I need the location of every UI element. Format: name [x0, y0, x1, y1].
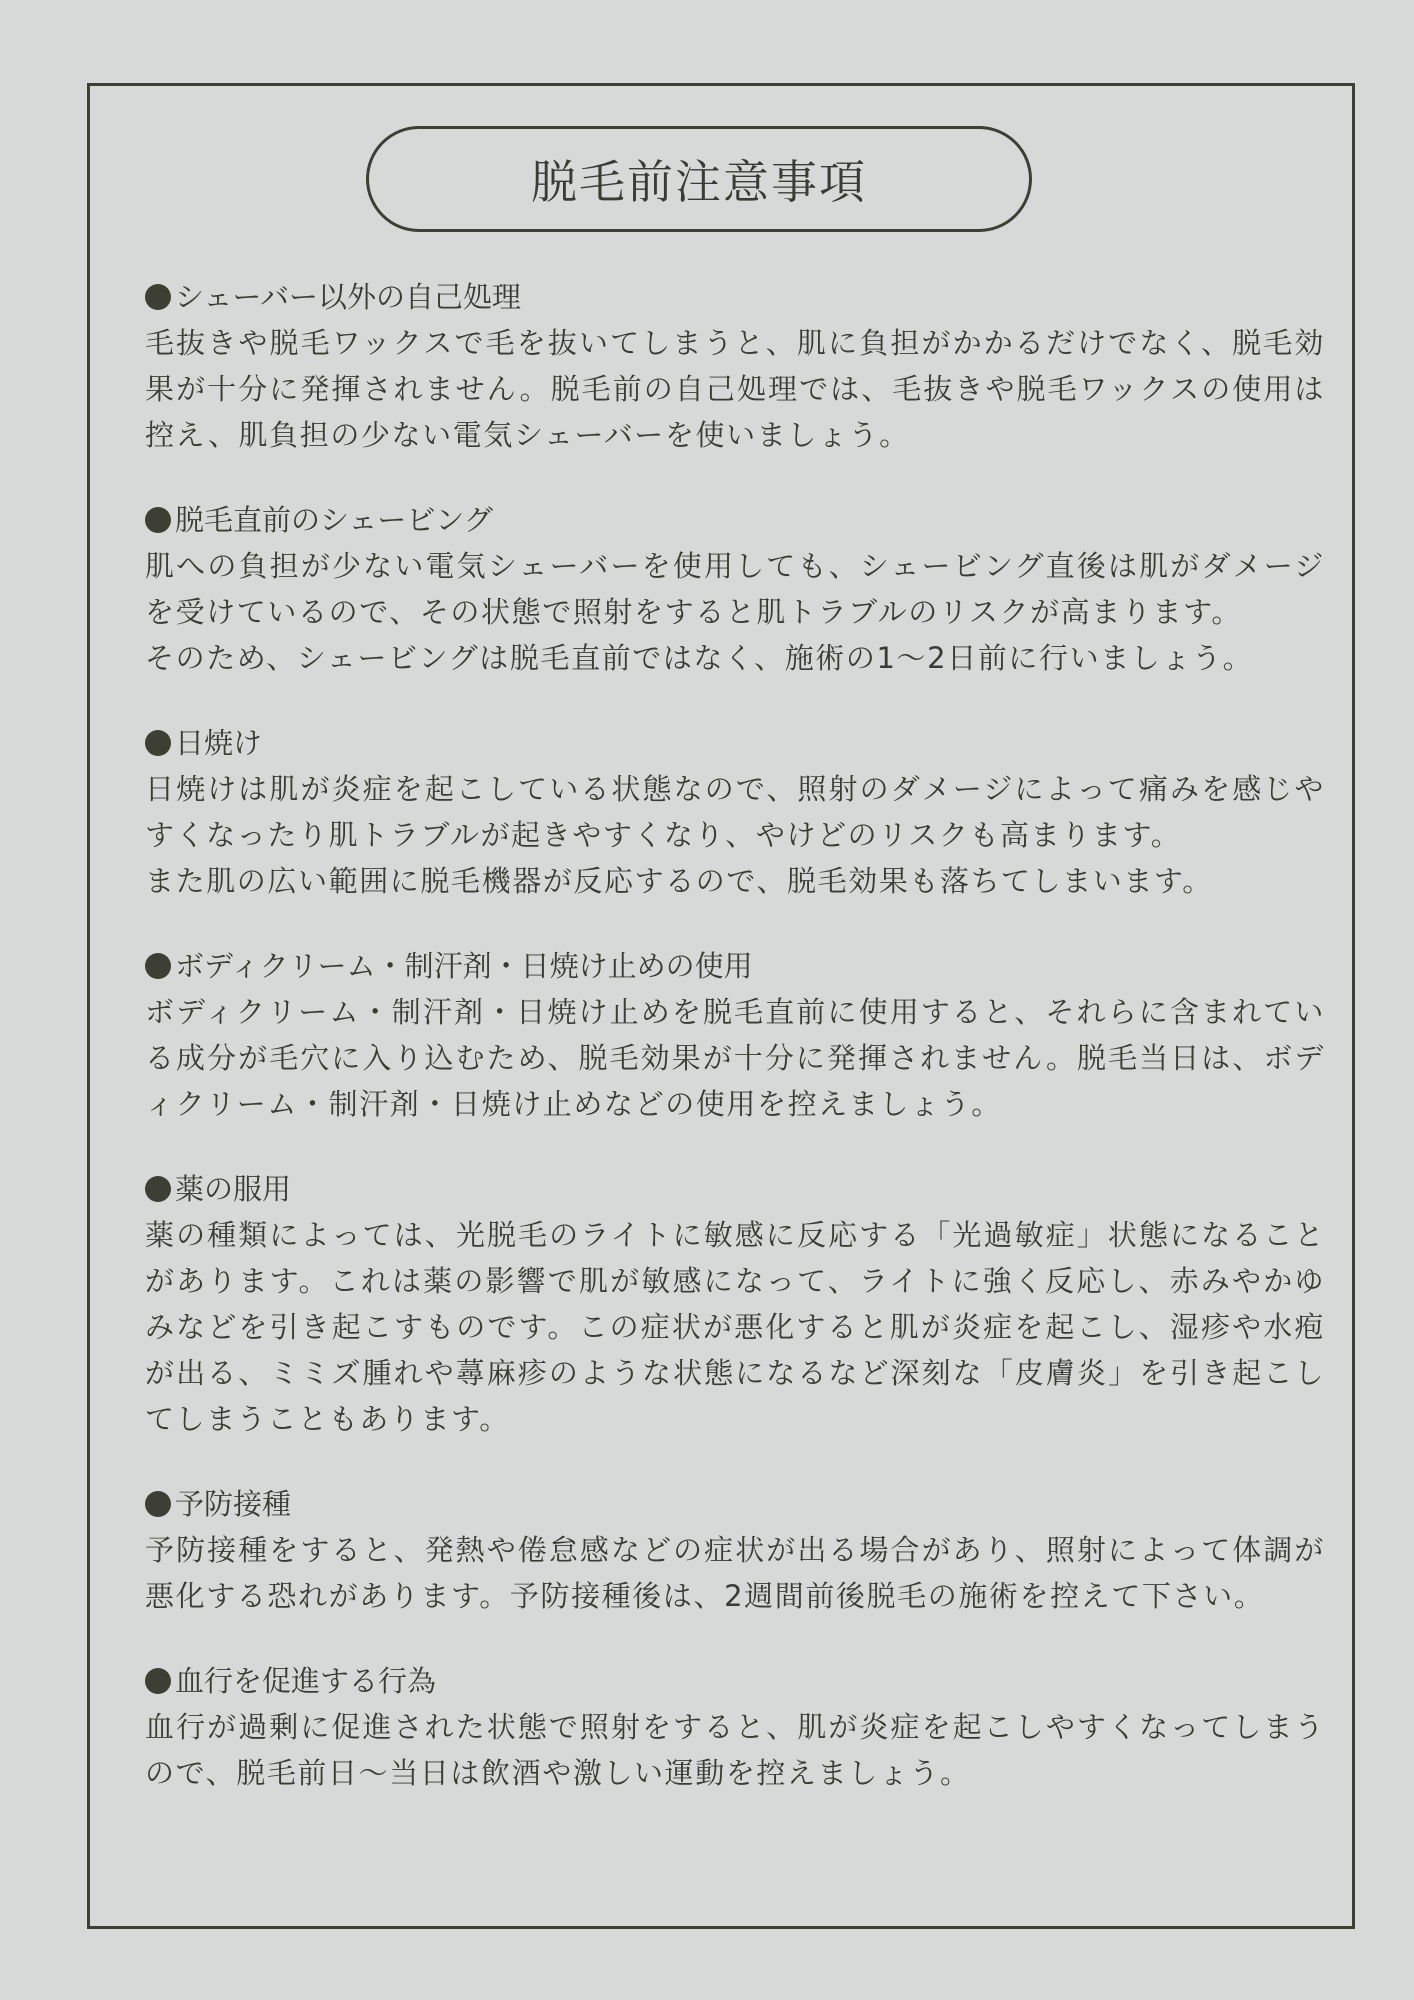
section-vaccination	[145, 1481, 1325, 1619]
section-heading	[145, 720, 1325, 766]
section-paragraph: 血行が過剰に促進された状態で照射をすると、肌が炎症を起こしやすくなってしまうので、脱毛前日〜当日は飲酒や激しい運動を控えましょう。	[145, 1710, 1325, 1790]
section-heading-text: 脱毛直前のシェービング	[175, 503, 493, 537]
section-heading	[145, 1481, 1325, 1527]
page-title: 脱毛前注意事項	[531, 155, 867, 209]
bullet-icon	[145, 1668, 171, 1694]
section-heading-text: シェーバー以外の自己処理	[175, 280, 521, 314]
section-heading-text: 血行を促進する行為	[175, 1664, 437, 1698]
section-paragraph: そのため、シェービングは脱毛直前ではなく、施術の1〜2日前に行いましょう。	[145, 641, 1254, 675]
title-badge	[366, 126, 1032, 232]
bullet-icon	[145, 507, 171, 533]
section-paragraph: 日焼けは肌が炎症を起こしている状態なので、照射のダメージによって痛みを感じやすくなったり肌トラブルが起きやすくなり、やけどのリスクも高まります。	[145, 772, 1325, 852]
section-sunburn	[145, 720, 1325, 904]
section-circulation	[145, 1658, 1325, 1796]
section-heading	[145, 1166, 1325, 1212]
section-body-products	[145, 943, 1325, 1127]
section-heading	[145, 1658, 1325, 1704]
document-frame	[87, 83, 1355, 1929]
section-paragraph: また肌の広い範囲に脱毛機器が反応するので、脱毛効果も落ちてしまいます。	[145, 864, 1213, 898]
section-heading	[145, 943, 1325, 989]
section-paragraph: 肌への負担が少ない電気シェーバーを使用しても、シェービング直後は肌がダメージを受けているので、その状態で照射をすると肌トラブルのリスクが高まります。	[145, 549, 1325, 629]
bullet-icon	[145, 1491, 171, 1517]
section-heading-text: ボディクリーム・制汗剤・日焼け止めの使用	[175, 949, 753, 983]
notice-content	[145, 274, 1325, 1835]
section-heading-text: 予防接種	[175, 1487, 292, 1521]
section-heading-text: 日焼け	[175, 726, 263, 760]
bullet-icon	[145, 953, 171, 979]
bullet-icon	[145, 284, 171, 310]
section-heading	[145, 274, 1325, 320]
section-shaving	[145, 497, 1325, 681]
section-heading	[145, 497, 1325, 543]
section-paragraph: ボディクリーム・制汗剤・日焼け止めを脱毛直前に使用すると、それらに含まれている成分が毛穴に入り込むため、脱毛効果が十分に発揮されません。脱毛当日は、ボディクリーム・制汗剤・日焼け止めなどの使用を控えましょう。	[145, 995, 1325, 1121]
bullet-icon	[145, 730, 171, 756]
section-self-treatment	[145, 274, 1325, 458]
section-paragraph: 予防接種をすると、発熱や倦怠感などの症状が出る場合があり、照射によって体調が悪化する恐れがあります。予防接種後は、2週間前後脱毛の施術を控えて下さい。	[145, 1533, 1325, 1613]
section-paragraph: 毛抜きや脱毛ワックスで毛を抜いてしまうと、肌に負担がかかるだけでなく、脱毛効果が十分に発揮されません。脱毛前の自己処理では、毛抜きや脱毛ワックスの使用は控え、肌負担の少ない電気シェーバーを使いましょう。	[145, 326, 1325, 452]
bullet-icon	[145, 1176, 171, 1202]
section-medication	[145, 1166, 1325, 1442]
section-heading-text: 薬の服用	[175, 1172, 292, 1206]
section-paragraph: 薬の種類によっては、光脱毛のライトに敏感に反応する「光過敏症」状態になることがあります。これは薬の影響で肌が敏感になって、ライトに強く反応し、赤みやかゆみなどを引き起こすものです。この症状が悪化すると肌が炎症を起こし、湿疹や水疱が出る、ミミズ腫れや蕁麻疹のような状態になるなど深刻な「皮膚炎」を引き起こしてしまうこともあります。	[145, 1218, 1325, 1436]
